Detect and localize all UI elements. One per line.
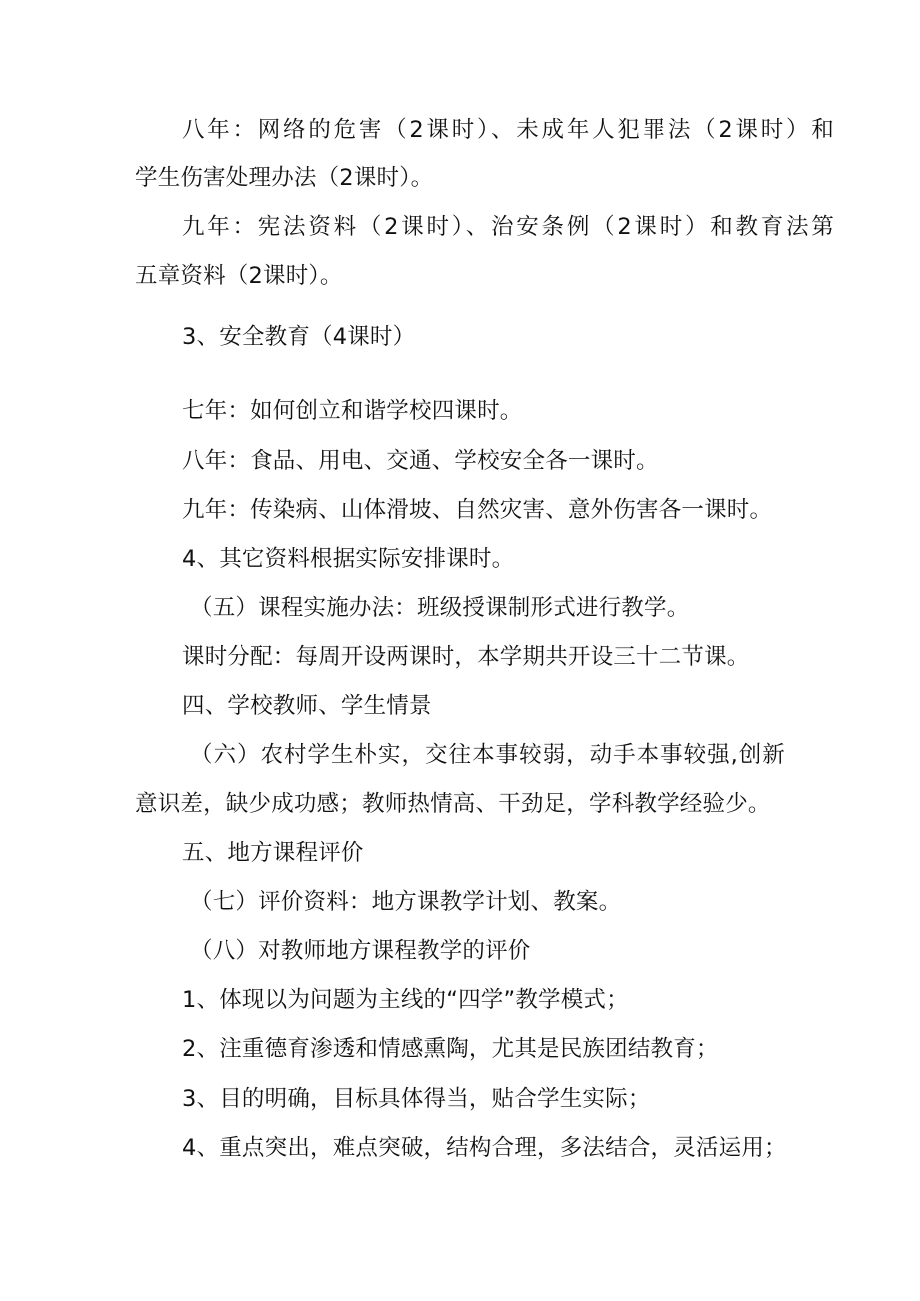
section-heading: 四、学校教师、学生情景 bbox=[182, 693, 432, 719]
section-heading: 3、安全教育（4课时） bbox=[182, 324, 416, 350]
text-line: 八年：网络的危害（2课时）、未成年人犯罪法（2课时）和 bbox=[182, 117, 834, 143]
text-line: 4、其它资料根据实际安排课时。 bbox=[182, 546, 515, 572]
text-line: 九年：传染病、山体滑坡、自然灾害、意外伤害各一课时。 bbox=[182, 497, 773, 523]
text-line: 学生伤害处理办法（2课时）。 bbox=[135, 165, 434, 191]
section-heading: 五、地方课程评价 bbox=[182, 840, 364, 866]
text-line: 课时分配：每周开设两课时，本学期共开设三十二节课。 bbox=[182, 644, 750, 670]
list-item: 2、注重德育渗透和情感熏陶，尤其是民族团结教育； bbox=[182, 1036, 719, 1062]
text-line: （八）对教师地方课程教学的评价 bbox=[190, 938, 531, 964]
list-item: 3、目的明确，目标具体得当，贴合学生实际； bbox=[182, 1086, 651, 1112]
text-line: （六）农村学生朴实，交往本事较弱，动手本事较强,创新 bbox=[190, 742, 785, 768]
text-line: 八年：食品、用电、交通、学校安全各一课时。 bbox=[182, 448, 659, 474]
text-line: 九年：宪法资料（2课时）、治安条例（2课时）和教育法第 bbox=[182, 214, 834, 240]
list-item: 4、重点突出，难点突破，结构合理，多法结合，灵活运用； bbox=[182, 1135, 787, 1161]
text-line: 意识差，缺少成功感；教师热情高、干劲足，学科教学经验少。 bbox=[135, 791, 771, 817]
text-line: 七年：如何创立和谐学校四课时。 bbox=[182, 398, 523, 424]
text-line: （七）评价资料：地方课教学计划、教案。 bbox=[190, 889, 622, 915]
text-line: 五章资料（2课时）。 bbox=[135, 263, 343, 289]
list-item: 1、体现以为问题为主线的“四学”教学模式； bbox=[182, 987, 629, 1013]
text-line: （五）课程实施办法：班级授课制形式进行教学。 bbox=[190, 595, 690, 621]
